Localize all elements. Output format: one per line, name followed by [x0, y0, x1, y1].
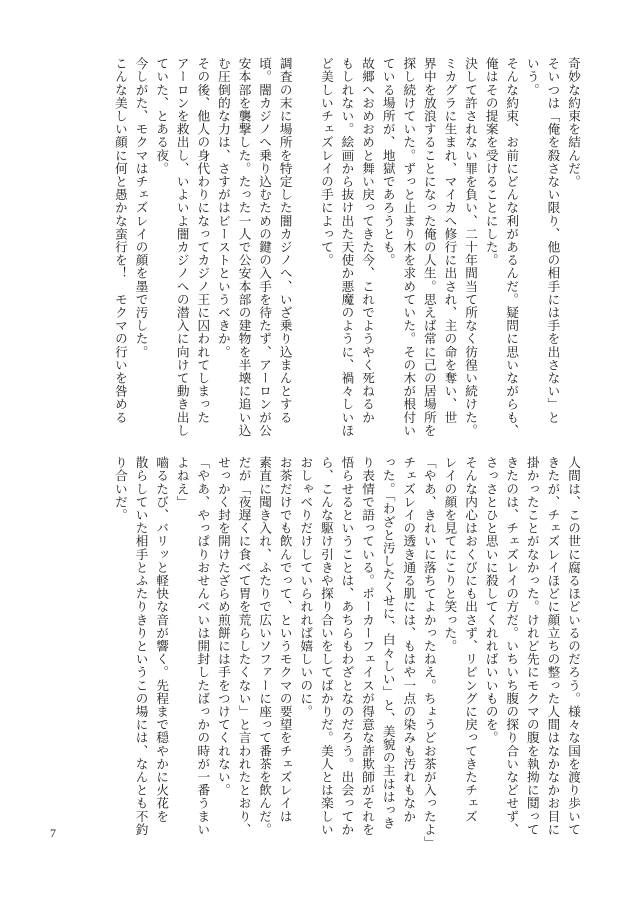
text-line: おしゃべりだけしていられれば嬉しいのに。	[298, 456, 314, 718]
text-line: り合いだ。	[112, 456, 128, 522]
text-line: り表情で語っている。ポーカーフェイスが得意な詐欺師がそれを	[360, 456, 376, 836]
text-line: さっさとひと思いに殺してくれればいいものを。	[483, 456, 499, 745]
text-line: お茶だけでも飲んでって、というモクマの要望をチェズレイは	[277, 456, 293, 823]
text-line: った。「わざと汚したくせに、白々しい」と、美貌の主ははっき	[380, 456, 396, 830]
text-line: せっかく封を開けたざらめ煎餅には手をつけてくれない。	[215, 456, 231, 797]
text-line: む圧倒的な力は、さすがはビーストというべきか。	[215, 57, 231, 359]
text-line: 人間は、この世に腐るほどいるのだろう。様々な国を渡り歩いて	[566, 456, 581, 836]
text-line: 掛かったことがなかった。けれど先にモクマの腹を執拗に鬩って	[524, 456, 540, 836]
text-line: アーロンを救出し、いよいよ闇カジノへの潜入に向けて動き出し	[174, 57, 190, 437]
text-line: ど美しいチェズレイの手によって。	[318, 57, 334, 267]
text-line: 「やあ、きれいに落ちてよかったねえ。ちょうどお茶が入ったよ」	[421, 456, 437, 849]
text-block-top	[109, 57, 583, 437]
text-line: そんな約束、お前にどんな利があるんだ。疑問に思いながらも、	[504, 57, 520, 437]
text-line: ら、こんな駆け引きや探り合いをしてばかりだ。美人とは楽しい	[318, 456, 334, 836]
page-number: 7	[50, 826, 56, 840]
text-line: 今しがた、モクマはチェズレイの顔を墨で汚した。	[133, 57, 149, 359]
text-line: 奇妙な約束を結んだ。	[566, 57, 581, 188]
text-line: 探し続けていた。ずっと止まり木を求めていた。その木が根付い	[401, 57, 417, 437]
text-line: いう。	[524, 57, 540, 97]
text-line: 故郷へおめおめと舞い戻ってきた今、これでようやく死ねるか	[360, 57, 376, 424]
text-line: 嚙るたび、バリッと軽快な音が響く。先程まで穏やかに火花を	[154, 456, 170, 823]
text-block-bottom	[109, 456, 583, 849]
text-line	[295, 57, 316, 423]
text-line: よねえ」	[174, 456, 190, 509]
text-line: チェズレイの透き通る肌には、もはや一点の染みも汚れもなか	[401, 456, 417, 823]
text-line: きたのは、チェズレイの方だ。いちいち腹の探り合いなどせず、	[504, 456, 520, 836]
text-line: そんな内心はおくびにも出さず、リビングに戻ってきたチェズ	[463, 456, 479, 823]
text-line: 頃。闇カジノへ乗り込むための鍵の入手を待たず、アーロンが公	[257, 57, 273, 437]
text-line: だが「夜遅くに食べて胃を荒らしたくない」と言われたとおり、	[236, 456, 252, 836]
text-line: もしれない。絵画から抜け出た天使か悪魔のように、禍々しいほ	[339, 57, 355, 437]
text-line: ていた、とある夜。	[154, 57, 170, 175]
text-line: 素直に聞き入れ、ふたりで広いソファーに座って番茶を飲んだ。	[257, 456, 273, 836]
text-line: 悟らせるということは、あちらもわざとなのだろう。出会ってか	[339, 456, 355, 836]
text-line: 「やあ、やっぱりおせんべいは開封したばっかの時が一番うまい	[195, 456, 211, 836]
text-line: こんな美しい顔に何と愚かな蛮行を！ モクマの行いを咎める	[112, 57, 128, 424]
text-line: 安本部を襲撃した。たった一人で公安本部の建物を半壊に追い込	[236, 57, 252, 437]
text-line: レイの顔を見てにこりと笑った。	[442, 456, 458, 653]
text-line: その後、他人の身代わりになってカジノ王に囚われてしまった	[195, 57, 211, 424]
text-line: 界中を放浪することになった俺の人生。思えば常に己の居場所を	[421, 57, 437, 437]
text-line: ミカグラに生まれ、マイカへ修行に出され、主の命を奪い、世	[442, 57, 458, 424]
text-line: 俺はその提案を受けることにした。	[483, 57, 499, 267]
text-line: 決して許されない罪を負い、二十年間当て所なく彷徨い続けた。	[463, 57, 479, 437]
text-line: 散らしていた相手とふたりきりというこの場には、なんとも不釣	[133, 456, 149, 836]
text-line: きたが、チェズレイほどに顔立ちの整った人間はなかなかお目に	[545, 456, 561, 836]
text-line: 調査の末に場所を特定した闇カジノへ、いざ乗り込まんとする	[277, 57, 293, 424]
text-line: そいつは「俺を殺さない限り、他の相手には手を出さない」と	[545, 57, 561, 424]
text-line: ている場所が、地獄であろうとも。	[380, 57, 396, 267]
